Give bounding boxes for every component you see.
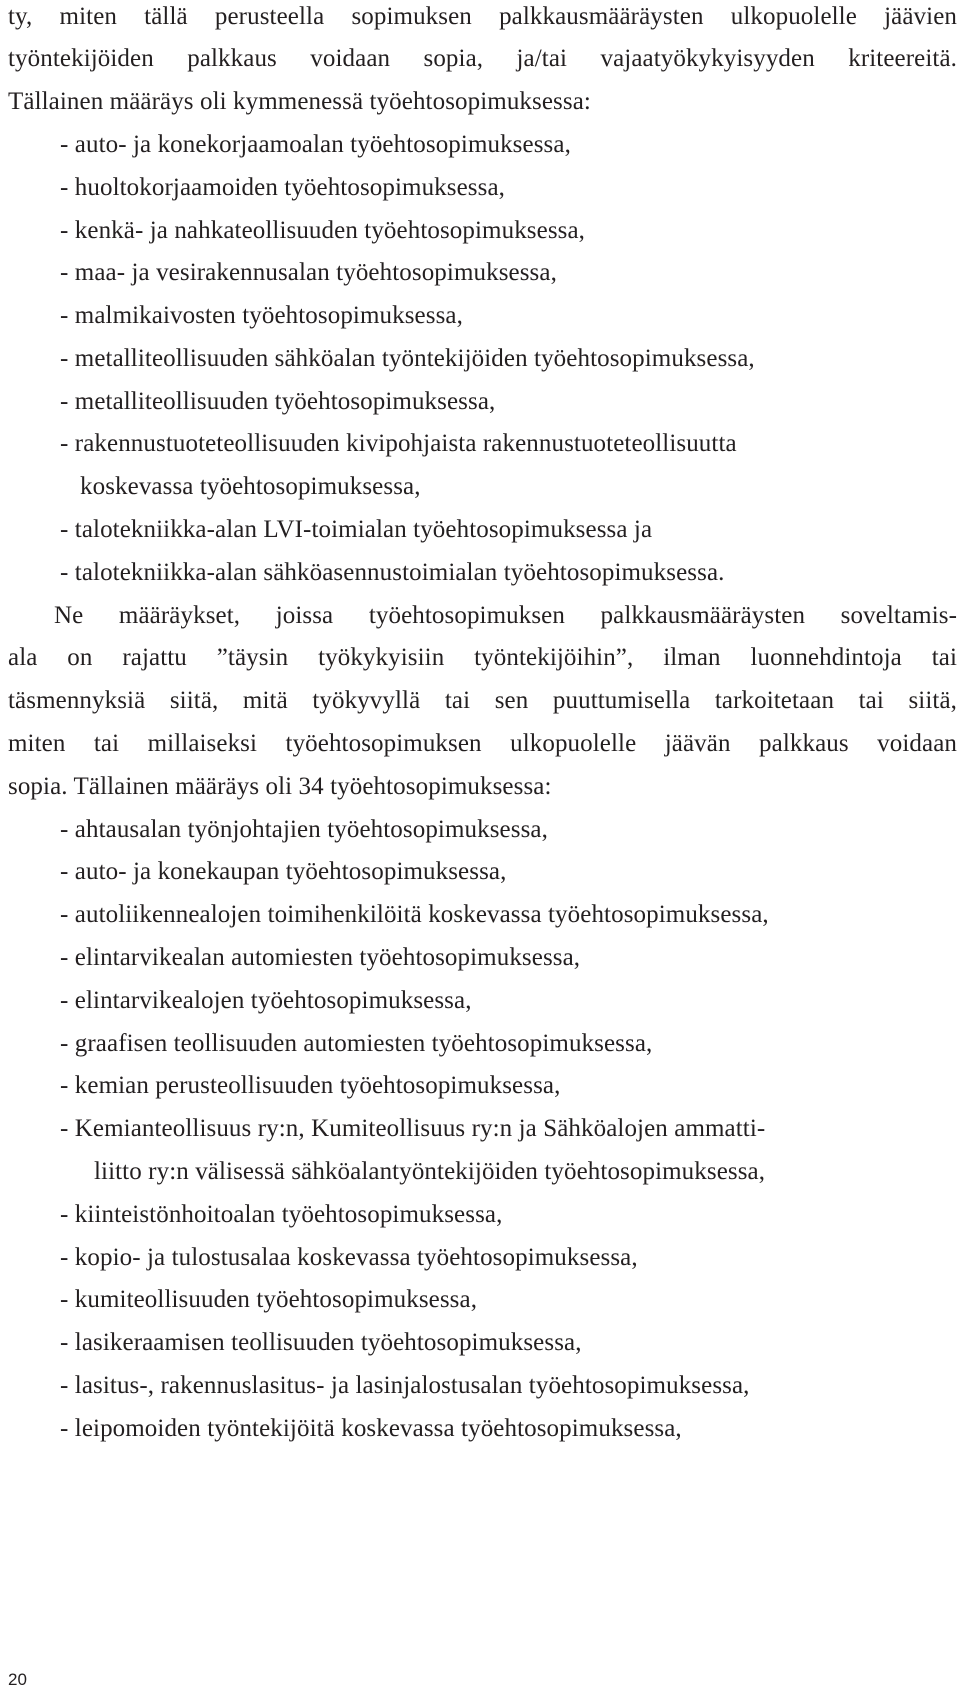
list-item: - kiinteistönhoitoalan työehtosopimuksessa,: [60, 1201, 503, 1228]
list-item: - talotekniikka-alan sähköasennustoimialan työehtosopimuksessa.: [60, 559, 725, 586]
list-item: - malmikaivosten työehtosopimuksessa,: [60, 302, 463, 329]
list-item: - leipomoiden työntekijöitä koskevassa työehtosopimuksessa,: [60, 1415, 682, 1442]
paragraph-line-2: ala on rajattu ”täysin työkykyisiin työntekijöihin”, ilman luonnehdintoja tai: [8, 644, 957, 671]
paragraph-line-1: Ne määräykset, joissa työehtosopimuksen palkkausmääräysten soveltamis-: [54, 602, 957, 629]
intro-line-1: ty, miten tällä perusteella sopimuksen palkkausmääräysten ulkopuolelle jäävien: [8, 3, 957, 30]
intro-line-3: Tällainen määräys oli kymmenessä työehtosopimuksessa:: [8, 88, 591, 115]
intro-line-2: työntekijöiden palkkaus voidaan sopia, ja/tai vajaatyökykyisyyden kriteereitä.: [8, 45, 957, 72]
list-item: - auto- ja konekorjaamoalan työehtosopimuksessa,: [60, 131, 571, 158]
paragraph-line-4: miten tai millaiseksi työehtosopimuksen ulkopuolelle jäävän palkkaus voidaan: [8, 730, 957, 757]
list-item: - Kemianteollisuus ry:n, Kumiteollisuus ry:n ja Sähköalojen ammatti-: [60, 1115, 766, 1142]
list-item: - graafisen teollisuuden automiesten työehtosopimuksessa,: [60, 1030, 653, 1057]
list-item: - auto- ja konekaupan työehtosopimuksessa,: [60, 858, 507, 885]
paragraph-line-5: sopia. Tällainen määräys oli 34 työehtosopimuksessa:: [8, 773, 552, 800]
paragraph-line-3: täsmennyksiä siitä, mitä työkyvyllä tai sen puuttumisella tarkoitetaan tai siitä,: [8, 687, 957, 714]
list-item: - elintarvikealojen työehtosopimuksessa,: [60, 987, 472, 1014]
list-item: - kopio- ja tulostusalaa koskevassa työehtosopimuksessa,: [60, 1244, 638, 1271]
list-item-continuation: liitto ry:n välisessä sähköalantyöntekijöiden työehtosopimuksessa,: [94, 1158, 766, 1185]
list-item: - kenkä- ja nahkateollisuuden työehtosopimuksessa,: [60, 217, 586, 244]
list-item: - rakennustuoteteollisuuden kivipohjaista rakennustuoteteollisuutta: [60, 430, 737, 457]
list-item: - huoltokorjaamoiden työehtosopimuksessa,: [60, 174, 506, 201]
list-item: - elintarvikealan automiesten työehtosopimuksessa,: [60, 944, 581, 971]
list-item: - ahtausalan työnjohtajien työehtosopimuksessa,: [60, 816, 548, 843]
list-item: - metalliteollisuuden sähköalan työntekijöiden työehtosopimuksessa,: [60, 345, 755, 372]
list-item: - maa- ja vesirakennusalan työehtosopimuksessa,: [60, 259, 557, 286]
list-item: - autoliikennealojen toimihenkilöitä koskevassa työehtosopimuksessa,: [60, 901, 769, 928]
list-item: - lasikeraamisen teollisuuden työehtosopimuksessa,: [60, 1329, 582, 1356]
list-item: - lasitus-, rakennuslasitus- ja lasinjalostusalan työehtosopimuksessa,: [60, 1372, 750, 1399]
page-number: 20: [8, 1670, 27, 1689]
list-item: - kumiteollisuuden työehtosopimuksessa,: [60, 1286, 478, 1313]
list-item: - kemian perusteollisuuden työehtosopimuksessa,: [60, 1072, 561, 1099]
list-item: - talotekniikka-alan LVI-toimialan työehtosopimuksessa ja: [60, 516, 653, 543]
list-item-continuation: koskevassa työehtosopimuksessa,: [80, 473, 421, 500]
list-item: - metalliteollisuuden työehtosopimuksessa,: [60, 388, 496, 415]
